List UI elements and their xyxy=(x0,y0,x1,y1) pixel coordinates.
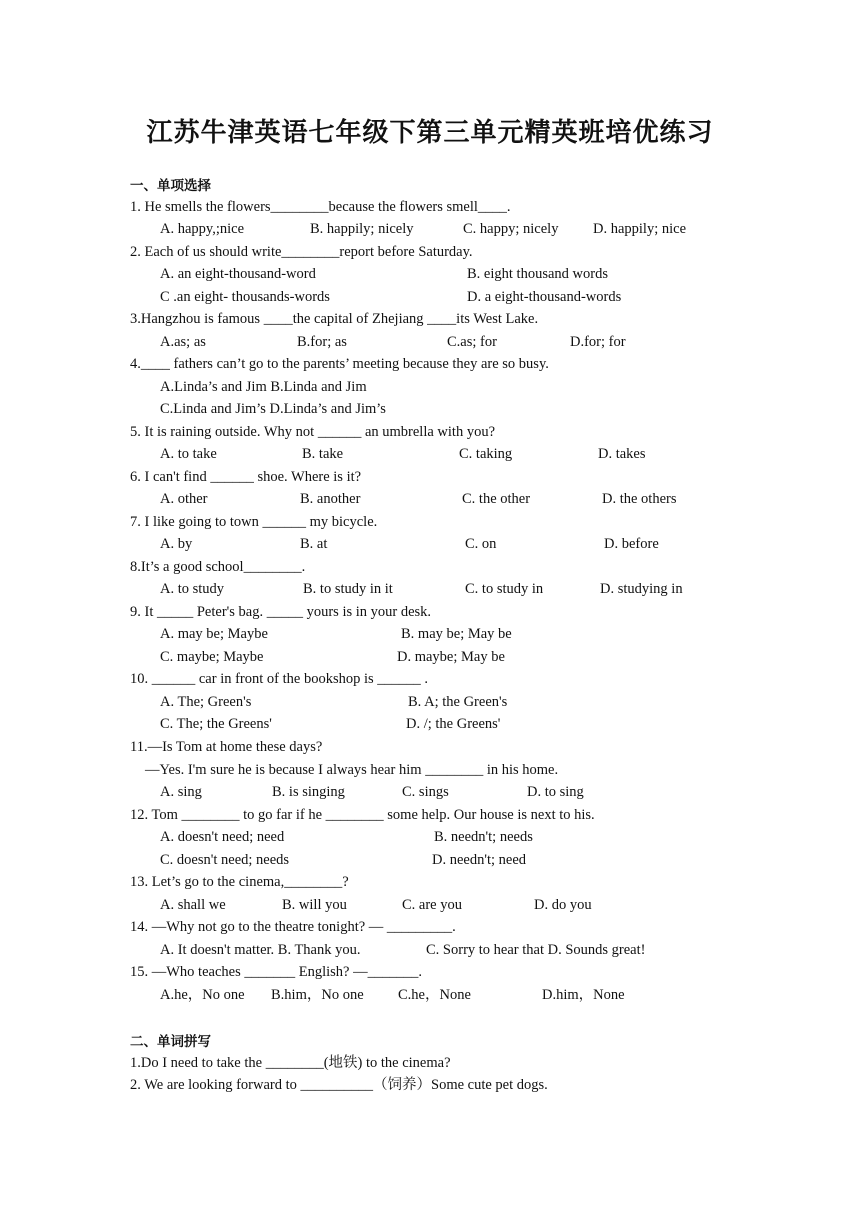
q2-option-a: A. an eight-thousand-word xyxy=(160,266,316,282)
q10-option-d: D. /; the Greens' xyxy=(406,716,501,732)
q5-option-d: D. takes xyxy=(598,446,646,462)
question-4: 4.____ fathers can’t go to the parents’ meeting because they are so busy. xyxy=(130,356,549,372)
q15-option-b: B.him，No one xyxy=(271,987,364,1003)
q14-options-ab: A. It doesn't matter. B. Thank you. xyxy=(160,942,361,958)
q12-option-d: D. needn't; need xyxy=(432,852,527,868)
q4-options-ab: A.Linda’s and Jim B.Linda and Jim xyxy=(160,379,367,395)
q14-options-cd: C. Sorry to hear that D. Sounds great! xyxy=(426,942,646,958)
q15-option-d: D.him，None xyxy=(542,987,625,1003)
q9-option-b: B. may be; May be xyxy=(401,626,512,642)
question-12: 12. Tom ________ to go far if he ________ some help. Our house is next to his. xyxy=(130,807,595,823)
q2-option-c: C .an eight- thousands-words xyxy=(160,289,330,305)
q4-options-cd: C.Linda and Jim’s D.Linda’s and Jim’s xyxy=(160,401,386,417)
q3-option-a: A.as; as xyxy=(160,334,206,350)
q11-option-d: D. to sing xyxy=(527,784,584,800)
question-5: 5. It is raining outside. Why not ______ an umbrella with you? xyxy=(130,424,495,440)
q10-option-c: C. The; the Greens' xyxy=(160,716,272,732)
question-11: 11.—Is Tom at home these days? xyxy=(130,739,323,755)
q11-option-a: A. sing xyxy=(160,784,202,800)
question-3: 3.Hangzhou is famous ____the capital of Zhejiang ____its West Lake. xyxy=(130,311,539,327)
q3-option-d: D.for; for xyxy=(570,334,626,350)
q1-option-a: A. happy,;nice xyxy=(160,221,245,237)
question-15: 15. —Who teaches _______ English? —_______. xyxy=(130,964,422,980)
q7-option-b: B. at xyxy=(300,536,328,552)
spelling-2: 2. We are looking forward to __________（饲养）Some cute pet dogs. xyxy=(130,1077,548,1093)
question-13: 13. Let’s go to the cinema,________? xyxy=(130,874,349,890)
q7-option-d: D. before xyxy=(604,536,659,552)
question-2: 2. Each of us should write________report before Saturday. xyxy=(130,244,473,260)
question-1: 1. He smells the flowers________because the flowers smell____. xyxy=(130,199,511,215)
q6-option-d: D. the others xyxy=(602,491,677,507)
section-heading-spelling: 二、单词拼写 xyxy=(130,1034,211,1050)
question-7: 7. I like going to town ______ my bicycle. xyxy=(130,514,378,530)
q8-option-a: A. to study xyxy=(160,581,225,597)
q13-option-b: B. will you xyxy=(282,897,347,913)
q9-option-c: C. maybe; Maybe xyxy=(160,649,264,665)
page-title: 江苏牛津英语七年级下第三单元精英班培优练习 xyxy=(146,118,714,148)
q7-option-c: C. on xyxy=(465,536,497,552)
q10-option-b: B. A; the Green's xyxy=(408,694,508,710)
q12-option-a: A. doesn't need; need xyxy=(160,829,285,845)
q1-option-b: B. happily; nicely xyxy=(310,221,414,237)
q1-option-d: D. happily; nice xyxy=(593,221,687,237)
question-8: 8.It’s a good school________. xyxy=(130,559,306,575)
q15-option-c: C.he，None xyxy=(398,987,471,1003)
q15-option-a: A.he，No one xyxy=(160,987,245,1003)
q3-option-c: C.as; for xyxy=(447,334,497,350)
q11-option-c: C. sings xyxy=(402,784,449,800)
q13-option-a: A. shall we xyxy=(160,897,226,913)
q13-option-c: C. are you xyxy=(402,897,462,913)
question-6: 6. I can't find ______ shoe. Where is it? xyxy=(130,469,362,485)
question-10: 10. ______ car in front of the bookshop is ______ . xyxy=(130,671,429,687)
spelling-1: 1.Do I need to take the ________(地铁) to the cinema? xyxy=(130,1055,451,1071)
question-11-reply: —Yes. I'm sure he is because I always hear him ________ in his home. xyxy=(145,762,559,778)
question-9: 9. It _____ Peter's bag. _____ yours is in your desk. xyxy=(130,604,432,620)
q12-option-b: B. needn't; needs xyxy=(434,829,533,845)
q6-option-a: A. other xyxy=(160,491,208,507)
q2-option-b: B. eight thousand words xyxy=(467,266,608,282)
q7-option-a: A. by xyxy=(160,536,193,552)
question-14: 14. —Why not go to the theatre tonight? — _________. xyxy=(130,919,456,935)
q2-option-d: D. a eight-thousand-words xyxy=(467,289,622,305)
q5-option-b: B. take xyxy=(302,446,344,462)
q3-option-b: B.for; as xyxy=(297,334,347,350)
q12-option-c: C. doesn't need; needs xyxy=(160,852,290,868)
q13-option-d: D. do you xyxy=(534,897,592,913)
section-heading-choice: 一、单项选择 xyxy=(130,178,211,194)
q10-option-a: A. The; Green's xyxy=(160,694,252,710)
q6-option-b: B. another xyxy=(300,491,361,507)
q8-option-c: C. to study in xyxy=(465,581,544,597)
q6-option-c: C. the other xyxy=(462,491,531,507)
q8-option-b: B. to study in it xyxy=(303,581,393,597)
q5-option-c: C. taking xyxy=(459,446,513,462)
q9-option-d: D. maybe; May be xyxy=(397,649,505,665)
q11-option-b: B. is singing xyxy=(272,784,345,800)
q5-option-a: A. to take xyxy=(160,446,217,462)
q1-option-c: C. happy; nicely xyxy=(463,221,559,237)
q8-option-d: D. studying in xyxy=(600,581,683,597)
q9-option-a: A. may be; Maybe xyxy=(160,626,268,642)
